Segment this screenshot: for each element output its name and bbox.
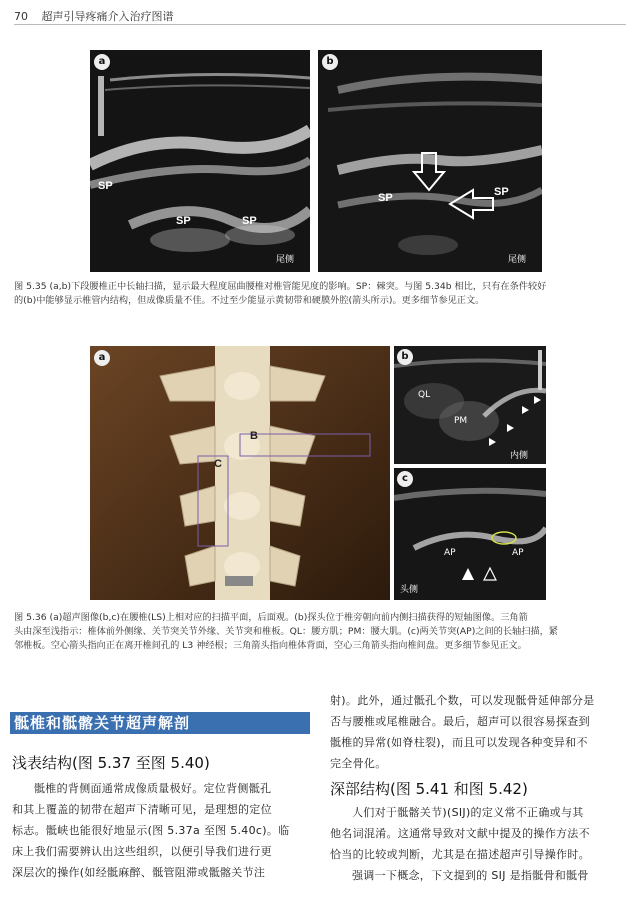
- text-line: 标志。骶峡也能很好地显示(图 5.37a 至图 5.40c)。临: [12, 824, 290, 837]
- label-ap-right: AP: [512, 548, 524, 558]
- figure-caption-5-35: [14, 280, 626, 308]
- ultrasound-panel-c-long-axis: [394, 468, 546, 600]
- text-line: 骶椎的异常(如脊柱裂)，而且可以发现各种变异和不: [330, 736, 588, 749]
- text-line: 和其上覆盖的韧带在超声下清晰可见，是理想的定位: [12, 803, 272, 816]
- section-title: 骶椎和骶髂关节超声解剖: [14, 714, 191, 732]
- text-line: 强调一下概念，下文提到的 SIJ 是指骶骨和骶骨: [352, 869, 589, 882]
- figure-caption-5-36: [14, 611, 626, 653]
- orientation-label: 尾侧: [508, 255, 527, 265]
- scan-plane-marker-c: C: [214, 458, 222, 470]
- text-line: 床上我们需要辨认出这些组织，以便引导我们进行更: [12, 845, 272, 858]
- right-paragraph-bottom: [330, 802, 630, 886]
- right-paragraph-top: [330, 690, 630, 774]
- right-subheading: 深部结构(图 5.41 和图 5.42): [330, 780, 528, 798]
- text-line: 人们对于骶髂关节)(SIJ)的定义常不正确或与其: [352, 806, 584, 819]
- caption-line: 图 5.35 (a,b)下段腰椎正中长轴扫描，显示最大程度屈曲腰椎对椎管能见度的影响。SP：棘突。与图 5.34b 相比，只有在条件较好: [14, 281, 547, 292]
- label-ql: QL: [418, 390, 431, 400]
- header-divider: [14, 24, 626, 25]
- caption-line: 图 5.36 (a)超声图像(b,c)在腰椎(LS)上相对应的扫描平面，后面观。(b)探头位于椎旁朝向前内侧扫描获得的短轴图像。三角箭: [14, 612, 528, 623]
- orientation-label: 尾侧: [276, 255, 295, 265]
- panel-letter-a: a: [94, 350, 110, 366]
- label-sp-right: SP: [494, 186, 509, 198]
- scan-plane-marker-b: B: [250, 430, 258, 442]
- label-sp-2: SP: [176, 215, 191, 227]
- ultrasound-panel-a: [90, 50, 310, 272]
- text-line: 否与腰椎或尾椎融合。最后，超声可以很容易探查到: [330, 715, 590, 728]
- left-paragraph: [12, 778, 318, 883]
- text-line: 他名词混淆。这通常导致对文献中提及的操作方法不: [330, 827, 590, 840]
- left-subheading: 浅表结构(图 5.37 至图 5.40): [12, 754, 210, 772]
- text-line: 完全骨化。: [330, 757, 387, 770]
- page-number: 70: [14, 10, 28, 23]
- orientation-label: 头侧: [400, 585, 419, 595]
- label-ap-left: AP: [444, 548, 456, 558]
- panel-letter-a: a: [94, 54, 110, 70]
- label-pm: PM: [454, 416, 468, 426]
- text-line: 深层次的操作(如经骶麻醉、骶管阻滞或骶髂关节注: [12, 866, 266, 879]
- panel-letter-c: c: [397, 471, 413, 487]
- label-sp-3: SP: [242, 215, 257, 227]
- section-title-bar: [10, 712, 310, 734]
- label-sp-left: SP: [378, 192, 393, 204]
- ultrasound-panel-b-short-axis: [394, 346, 546, 464]
- caption-line: 的(b)中能够显示椎管内结构，但成像质量不佳。不过至少能显示黄韧带和硬膜外腔(箭头所示)。更多细节参见正文。: [14, 295, 485, 306]
- label-sp-1: SP: [98, 180, 113, 192]
- caption-line: 头由深至浅指示：椎体前外侧缘、关节突关节外缘、关节突和椎板。QL：腰方肌；PM：腰大肌。(c)两关节突(AP)之间的长轴扫描，紧: [14, 626, 558, 637]
- ultrasound-panel-b: [318, 50, 542, 272]
- orientation-label: 内侧: [510, 451, 529, 461]
- text-line: 射)。此外，通过骶孔个数，可以发现骶骨延伸部分是: [330, 694, 595, 707]
- text-line: 骶椎的背侧面通常成像质量极好。定位背侧骶孔: [34, 782, 272, 795]
- panel-letter-b: b: [322, 54, 338, 70]
- caption-line: 邻椎板。空心箭头指向正在离开椎间孔的 L3 神经根；三角箭头指向椎体背面，空心三角箭头指向椎间盘。更多细节参见正文。: [14, 640, 527, 651]
- book-title: 超声引导疼痛介入治疗图谱: [41, 10, 174, 23]
- spine-model-panel-a: [90, 346, 390, 600]
- panel-letter-b: b: [397, 349, 413, 365]
- running-header: [14, 8, 174, 24]
- text-line: 恰当的比较或判断，尤其是在描述超声引导操作时。: [330, 848, 590, 861]
